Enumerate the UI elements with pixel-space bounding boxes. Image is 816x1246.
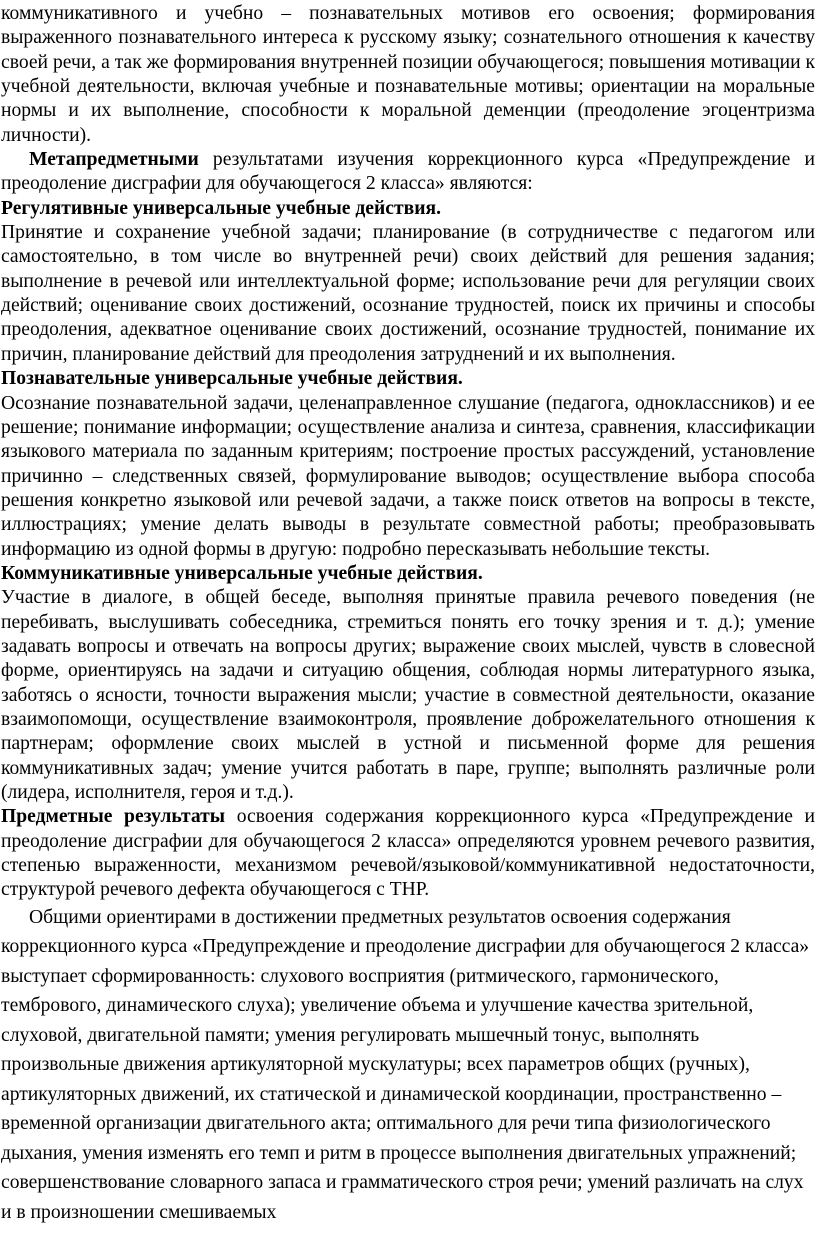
subject-results-lead: Предметные результаты (1, 806, 226, 828)
metasubject-text: результатами изучения коррекционного курса «Предупреждение и преодоление дисграфии для обучающегося 2 класса» являются: (1, 149, 815, 195)
metasubject-lead: Метапредметными (29, 149, 199, 171)
regulatory-heading: Регулятивные универсальные учебные действия. (1, 197, 441, 219)
intro-paragraph: коммуникативного и учебно – познавательных мотивов его освоения; формирования выраженного познавательного интереса к русскому языку; сознательного отношения к качеству своей речи, а так же формирования внутренней позиции обучающегося; повышения мотивации к учебной деятельности, включая учебные и познавательные мотивы; ориентации на моральные нормы и их выполнение, способности к моральной деменции (преодоление эгоцентризма личности). (1, 3, 815, 146)
regulatory-paragraph: Принятие и сохранение учебной задачи; планирование (в сотрудничестве с педагогом или самостоятельно, в том числе во внутренней речи) своих действий для решения задания; выполнение в речевой или интеллектуальной форме; использование речи для регуляции своих действий; оценивание своих достижений, осознание трудностей, поиск их причины и способы преодоления, адекватное оценивание своих достижений, осознание трудностей, понимание их причин, планирование действий для преодоления затруднений и их выполнения. (1, 222, 815, 365)
cognitive-paragraph: Осознание познавательной задачи, целенаправленное слушание (педагога, одноклассников) и ее решение; понимание информации; осуществление анализа и синтеза, сравнения, классификации языкового материала по заданным критериям; построение простых рассуждений, установление причинно – следственных связей, формулирование выводов; осуществление выбора способа решения конкретно языковой или речевой задачи, а также поиск ответов на вопросы в тексте, иллюстрациях; умение делать выводы в результате совместной работы; преобразовывать информацию из одной формы в другую: подробно пересказывать небольшие тексты. (1, 392, 815, 560)
general-guidelines-paragraph: Общими ориентирами в достижении предметных результатов освоения содержания коррекционного курса «Предупреждение и преодоление дисграфии для обучающегося 2 класса» выступает сформированность: слухового восприятия (ритмического, гармонического, тембрового, динамического слуха); увеличение объема и улучшение качества зрительной, слуховой, двигательной памяти; умения регулировать мышечный тонус, выполнять произвольные движения артикуляторной мускулатуры; всех параметров общих (ручных), артикуляторных движений, их статической и динамической координации, пространственно – временной организации двигательного акта; оптимального для речи типа физиологического дыхания, умения изменять его темп и ритм в процессе выполнения двигательных упражнений; совершенствование словарного запаса и грамматического строя речи; умений различать на слух и в произношении смешиваемых (1, 906, 810, 1223)
cognitive-heading: Познавательные универсальные учебные действия. (1, 368, 463, 390)
metasubject-paragraph (1, 148, 815, 197)
communicative-heading: Коммуникативные универсальные учебные действия. (1, 562, 483, 584)
communicative-paragraph: Участие в диалоге, в общей беседе, выполняя принятые правила речевого поведения (не перебивать, выслушивать собеседника, стремиться понять его точку зрения и т. д.); умение задавать вопросы и отвечать на вопросы других; выражение своих мыслей, чувств в словесной форме, ориентируясь на задачи и ситуацию общения, соблюдая нормы литературного языка, заботясь о ясности, точности выражения мысли; участие в совместной деятельности, оказание взаимопомощи, осуществление взаимоконтроля, проявление доброжелательного отношения к партнерам; оформление своих мыслей в устной и письменной форме для решения коммуникативных задач; умение учится работать в паре, группе; выполнять различные роли (лидера, исполнителя, героя и т.д.). (1, 587, 815, 803)
subject-results-paragraph (1, 805, 815, 902)
subject-results-text: освоения содержания коррекционного курса «Предупреждение и преодоление дисграфии для обучающегося 2 класса» определяются уровнем речевого развития, степенью выраженности, механизмом речевой/языковой/коммуникативной недостаточности, структурой речевого дефекта обучающегося с ТНР. (1, 806, 815, 901)
